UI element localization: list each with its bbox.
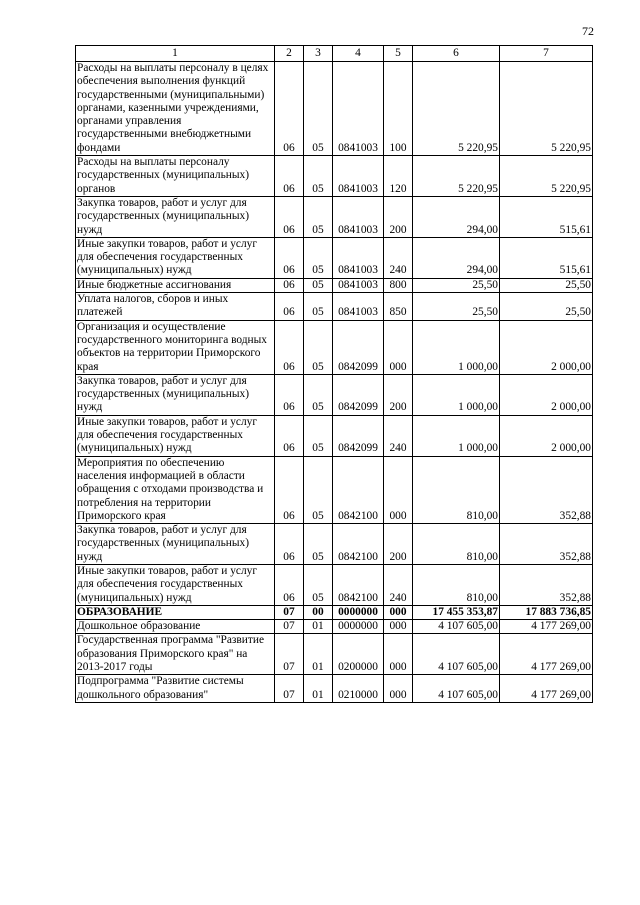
table-row — [76, 456, 593, 523]
amount-col7: 352,88 — [500, 524, 593, 565]
target-article-code: 0841003 — [333, 278, 384, 292]
target-article-code: 0841003 — [333, 237, 384, 278]
section-code: 06 — [275, 156, 304, 197]
subsection-code: 05 — [304, 196, 333, 237]
table-row — [76, 196, 593, 237]
row-name: Закупка товаров, работ и услуг для государственных (муниципальных) нужд — [76, 196, 275, 237]
section-code: 06 — [275, 564, 304, 605]
section-code: 07 — [275, 634, 304, 675]
expense-type-code: 000 — [384, 320, 413, 374]
table-row — [76, 620, 593, 634]
budget-table — [75, 45, 593, 703]
subsection-code: 05 — [304, 156, 333, 197]
row-name: ОБРАЗОВАНИЕ — [76, 605, 275, 619]
expense-type-code: 240 — [384, 564, 413, 605]
expense-type-code: 200 — [384, 196, 413, 237]
expense-type-code: 120 — [384, 156, 413, 197]
target-article-code: 0210000 — [333, 675, 384, 703]
amount-col7: 2 000,00 — [500, 320, 593, 374]
amount-col7: 2 000,00 — [500, 415, 593, 456]
section-code: 06 — [275, 278, 304, 292]
table-row — [76, 675, 593, 703]
section-code: 06 — [275, 415, 304, 456]
section-code: 06 — [275, 196, 304, 237]
target-article-code: 0841003 — [333, 196, 384, 237]
row-name: Уплата налогов, сборов и иных платежей — [76, 293, 275, 321]
amount-col6: 4 107 605,00 — [413, 634, 500, 675]
row-name: Расходы на выплаты персоналу государственных (муниципальных) органов — [76, 156, 275, 197]
amount-col6: 1 000,00 — [413, 415, 500, 456]
row-name: Дошкольное образование — [76, 620, 275, 634]
target-article-code: 0000000 — [333, 620, 384, 634]
row-name: Иные закупки товаров, работ и услуг для обеспечения государственных (муниципальных) нужд — [76, 237, 275, 278]
subsection-code: 05 — [304, 237, 333, 278]
expense-type-code: 800 — [384, 278, 413, 292]
table-row — [76, 156, 593, 197]
amount-col6: 17 455 353,87 — [413, 605, 500, 619]
expense-type-code: 100 — [384, 62, 413, 156]
target-article-code: 0841003 — [333, 293, 384, 321]
target-article-code: 0842100 — [333, 564, 384, 605]
amount-col6: 294,00 — [413, 196, 500, 237]
subsection-code: 05 — [304, 374, 333, 415]
column-header: 4 — [333, 46, 384, 62]
subsection-code: 01 — [304, 675, 333, 703]
amount-col6: 1 000,00 — [413, 320, 500, 374]
amount-col7: 4 177 269,00 — [500, 620, 593, 634]
table-row — [76, 320, 593, 374]
amount-col7: 352,88 — [500, 564, 593, 605]
amount-col7: 352,88 — [500, 456, 593, 523]
amount-col7: 4 177 269,00 — [500, 675, 593, 703]
expense-type-code: 200 — [384, 524, 413, 565]
amount-col6: 294,00 — [413, 237, 500, 278]
amount-col7: 5 220,95 — [500, 156, 593, 197]
target-article-code: 0841003 — [333, 62, 384, 156]
table-row — [76, 415, 593, 456]
section-code: 06 — [275, 456, 304, 523]
row-name: Закупка товаров, работ и услуг для государственных (муниципальных) нужд — [76, 524, 275, 565]
expense-type-code: 850 — [384, 293, 413, 321]
row-name: Мероприятия по обеспечению населения информацией в области обращения с отходами производства и потребления на территории Приморского края — [76, 456, 275, 523]
column-header: 5 — [384, 46, 413, 62]
row-name: Государственная программа "Развитие образования Приморского края" на 2013-2017 годы — [76, 634, 275, 675]
amount-col6: 5 220,95 — [413, 156, 500, 197]
row-name: Подпрограмма "Развитие системы дошкольного образования" — [76, 675, 275, 703]
subsection-code: 05 — [304, 62, 333, 156]
section-code: 06 — [275, 524, 304, 565]
section-code: 07 — [275, 620, 304, 634]
subsection-code: 05 — [304, 278, 333, 292]
amount-col6: 810,00 — [413, 564, 500, 605]
expense-type-code: 000 — [384, 620, 413, 634]
section-code: 06 — [275, 237, 304, 278]
column-header: 7 — [500, 46, 593, 62]
header-row — [76, 46, 593, 62]
amount-col7: 2 000,00 — [500, 374, 593, 415]
target-article-code: 0842100 — [333, 524, 384, 565]
section-code: 07 — [275, 675, 304, 703]
target-article-code: 0842100 — [333, 456, 384, 523]
row-name: Иные закупки товаров, работ и услуг для обеспечения государственных (муниципальных) нужд — [76, 564, 275, 605]
column-header: 2 — [275, 46, 304, 62]
expense-type-code: 000 — [384, 456, 413, 523]
subsection-code: 05 — [304, 524, 333, 565]
section-code: 06 — [275, 62, 304, 156]
amount-col6: 25,50 — [413, 278, 500, 292]
row-name: Иные закупки товаров, работ и услуг для обеспечения государственных (муниципальных) нужд — [76, 415, 275, 456]
subsection-code: 00 — [304, 605, 333, 619]
amount-col7: 5 220,95 — [500, 62, 593, 156]
target-article-code: 0842099 — [333, 374, 384, 415]
expense-type-code: 000 — [384, 605, 413, 619]
expense-type-code: 200 — [384, 374, 413, 415]
expense-type-code: 000 — [384, 675, 413, 703]
subsection-code: 01 — [304, 634, 333, 675]
expense-type-code: 240 — [384, 415, 413, 456]
amount-col6: 810,00 — [413, 524, 500, 565]
table-row — [76, 237, 593, 278]
table-row — [76, 278, 593, 292]
amount-col6: 5 220,95 — [413, 62, 500, 156]
subsection-code: 05 — [304, 564, 333, 605]
row-name: Расходы на выплаты персоналу в целях обеспечения выполнения функций государственными (муниципальными) органами, казенными учреждениями, органами управления государственными внебюджетными фондами — [76, 62, 275, 156]
subsection-code: 05 — [304, 320, 333, 374]
target-article-code: 0841003 — [333, 156, 384, 197]
table-row — [76, 374, 593, 415]
table-row — [76, 605, 593, 619]
subsection-code: 05 — [304, 293, 333, 321]
amount-col7: 25,50 — [500, 278, 593, 292]
subsection-code: 05 — [304, 415, 333, 456]
amount-col6: 4 107 605,00 — [413, 675, 500, 703]
amount-col6: 1 000,00 — [413, 374, 500, 415]
amount-col7: 4 177 269,00 — [500, 634, 593, 675]
subsection-code: 05 — [304, 456, 333, 523]
amount-col7: 25,50 — [500, 293, 593, 321]
table-row — [76, 634, 593, 675]
column-header: 1 — [76, 46, 275, 62]
amount-col6: 810,00 — [413, 456, 500, 523]
section-code: 06 — [275, 320, 304, 374]
section-code: 06 — [275, 293, 304, 321]
amount-col7: 515,61 — [500, 237, 593, 278]
row-name: Иные бюджетные ассигнования — [76, 278, 275, 292]
expense-type-code: 240 — [384, 237, 413, 278]
subsection-code: 01 — [304, 620, 333, 634]
amount-col7: 515,61 — [500, 196, 593, 237]
target-article-code: 0842099 — [333, 415, 384, 456]
table-row — [76, 564, 593, 605]
amount-col7: 17 883 736,85 — [500, 605, 593, 619]
row-name: Закупка товаров, работ и услуг для государственных (муниципальных) нужд — [76, 374, 275, 415]
page-number: 72 — [582, 24, 594, 38]
table-row — [76, 293, 593, 321]
target-article-code: 0842099 — [333, 320, 384, 374]
column-header: 3 — [304, 46, 333, 62]
section-code: 06 — [275, 374, 304, 415]
target-article-code: 0200000 — [333, 634, 384, 675]
table-row — [76, 524, 593, 565]
column-header: 6 — [413, 46, 500, 62]
amount-col6: 25,50 — [413, 293, 500, 321]
row-name: Организация и осуществление государственного мониторинга водных объектов на территории Приморского края — [76, 320, 275, 374]
expense-type-code: 000 — [384, 634, 413, 675]
section-code: 07 — [275, 605, 304, 619]
table-row — [76, 62, 593, 156]
target-article-code: 0000000 — [333, 605, 384, 619]
amount-col6: 4 107 605,00 — [413, 620, 500, 634]
